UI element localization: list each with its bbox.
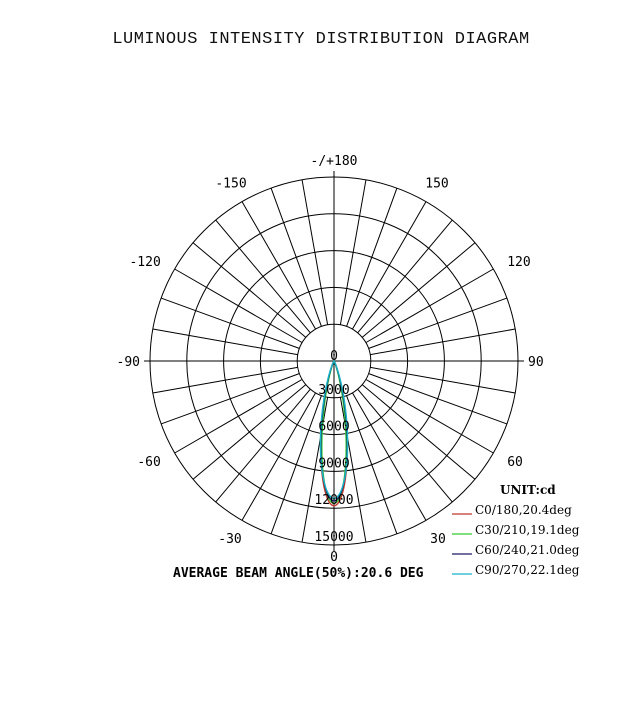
grid-spoke <box>366 380 493 454</box>
angle-label: 0 <box>330 550 338 565</box>
ring-value-label: 6000 <box>318 419 350 435</box>
grid-spoke <box>271 396 321 534</box>
angle-label: 90 <box>528 355 544 370</box>
angle-label: -30 <box>218 532 242 548</box>
grid-spoke <box>216 220 310 333</box>
angle-label: 60 <box>507 455 523 470</box>
angle-label: -120 <box>129 255 161 270</box>
grid-spoke <box>175 380 302 454</box>
grid-spoke <box>353 202 427 329</box>
grid-spoke <box>369 374 507 424</box>
legend-entry: C90/270,22.1deg <box>475 563 580 577</box>
legend-entry: C60/240,21.0deg <box>475 543 580 557</box>
ring-value-label: 15000 <box>314 530 354 545</box>
unit-label: UNIT:cd <box>500 483 556 497</box>
angle-label: 30 <box>430 532 446 548</box>
ring-value-label: 12000 <box>314 493 354 509</box>
grid-spoke <box>370 329 515 355</box>
grid-spoke <box>161 298 299 348</box>
grid-spoke <box>175 269 302 343</box>
angle-label: 150 <box>425 176 449 192</box>
grid-spoke <box>366 269 493 343</box>
angle-label: -90 <box>116 355 140 370</box>
grid-spoke <box>153 367 298 393</box>
grid-spoke <box>161 374 299 424</box>
legend-entry: C30/210,19.1deg <box>475 523 580 537</box>
grid-spoke <box>347 188 397 326</box>
angle-label: -/+180 <box>310 154 358 169</box>
legend-entry: C0/180,20.4deg <box>475 503 572 517</box>
grid-spoke <box>271 188 321 326</box>
angle-label: -60 <box>137 455 161 470</box>
ring-value-label: 9000 <box>318 456 350 472</box>
grid-spoke <box>193 385 306 479</box>
grid-spoke <box>347 396 397 534</box>
grid-spoke <box>242 202 316 329</box>
grid-spoke <box>358 220 452 333</box>
ring-value-label: 0 <box>330 349 338 364</box>
grid-spoke <box>340 180 366 325</box>
grid-spoke <box>216 389 310 502</box>
grid-spoke <box>193 243 306 337</box>
grid-spoke <box>242 393 316 520</box>
grid-spoke <box>358 389 452 502</box>
grid-spoke <box>153 329 298 355</box>
ring-value-label: 3000 <box>318 382 350 398</box>
average-beam-angle: AVERAGE BEAM ANGLE(50%):20.6 DEG <box>173 566 424 581</box>
chart-title: LUMINOUS INTENSITY DISTRIBUTION DIAGRAM <box>112 30 530 49</box>
grid-spoke <box>369 298 507 348</box>
grid-spoke <box>362 385 475 479</box>
angle-label: 120 <box>507 255 531 270</box>
angle-label: -150 <box>215 176 247 192</box>
legend <box>452 483 580 577</box>
grid-spoke <box>362 243 475 337</box>
grid-spoke <box>353 393 427 520</box>
grid-spoke <box>302 180 328 325</box>
grid-spoke <box>370 367 515 393</box>
